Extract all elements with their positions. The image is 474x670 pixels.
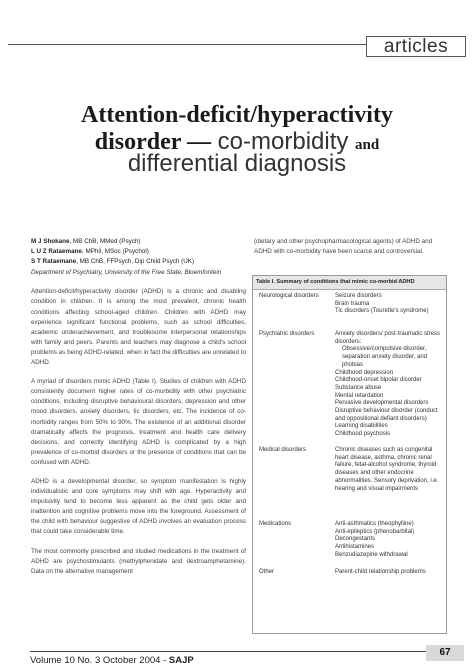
- right-column-intro: (dietary and other psychopharmacological agents) of ADHD and ADHD with co-morbidity have been scarce and controversial.: [254, 238, 433, 256]
- table-category: Medications: [259, 521, 292, 527]
- table-item: Childhood psychosis: [335, 431, 391, 438]
- header-rule: [8, 44, 366, 45]
- paragraph: ADHD is a developmental disorder, so symptom manifestation is highly individualistic and core symptoms may shift with age. Hyperactivity and impulsivity tend to become less apparent as the child gets older and inattention and cognitive problems move into the foreground. Assessment of the child with behaviour suggestive of ADHD involves an evaluation process that could take considerable time.: [31, 477, 246, 536]
- title-and: and: [355, 137, 380, 153]
- title-line-1: Attention-deficit/hyperactivity: [81, 102, 393, 128]
- table-box: [252, 275, 447, 634]
- table-item: Disruptive behaviour disorder (conduct and oppositional defiant disorders): [335, 408, 438, 422]
- table-item: Brain trauma: [335, 300, 370, 307]
- left-column: [31, 237, 246, 577]
- table-items: [335, 447, 443, 493]
- author-credentials: , MB ChB, MMed (Psych): [69, 238, 141, 245]
- author-name: M J Shokane: [31, 238, 70, 245]
- author-line: [31, 237, 246, 247]
- author-line: [31, 247, 246, 257]
- footer-journal: SAJP: [168, 655, 194, 666]
- footer-rule: [30, 651, 426, 652]
- table-item: Obsessive/compulsive disorder, separation anxiety disorder, and phobias: [342, 346, 428, 368]
- author-name: L U Z Rataemane: [31, 248, 82, 256]
- table-item: Mental retardation: [335, 392, 384, 399]
- author-credentials: , MB ChB, FFPsych, Dip Child Psych (UK): [76, 258, 195, 266]
- table-item: Substance abuse: [335, 384, 382, 391]
- department: Department of Psychiatry, University of the Free State, Bloemfontein: [31, 269, 222, 277]
- footer-volume: Volume 10 No. 3 October 2004 -: [30, 655, 169, 666]
- table-category: Neurological disorders: [259, 293, 319, 299]
- author-line: [31, 257, 246, 267]
- paragraph: A myriad of disorders mimic ADHD (Table I). Studies of children with ADHD consistently document higher rates of co-morbidity with other psychiatric conditions, including disruptive behavioural disorders, depression and other mood disorders, anxiety disorders, tic disorders, etc. The incidence of co-morbidity ranges from 50% to 90%. The existence of an additional disorder dramatically affects the prognosis, treatment and health care delivery decisions, and correctly identifying ADHD is complicated by a high prevalence of co-morbid disorders or the presence of conditions that can be confused with ADHD.: [31, 378, 246, 466]
- page-number: 67: [426, 645, 464, 661]
- table-item: Anxiety disorders/ post-traumatic stress disorders:: [335, 331, 441, 345]
- footer-citation: [30, 655, 194, 666]
- table-item: Tic disorders (Tourette's syndrome): [335, 308, 429, 315]
- table-item: Learning disabilities: [335, 423, 388, 430]
- table-item: Pervasive developmental disorders: [335, 400, 429, 407]
- table-item: Benzodiazepine withdrawal: [335, 551, 408, 558]
- author-name: S T Rataemane: [31, 258, 77, 266]
- table-items: [335, 569, 443, 577]
- table-category: Psychiatric disorders: [259, 331, 315, 337]
- title-line-3: differential diagnosis: [127, 150, 347, 177]
- table-item: Anti-epileptics (phenobarbital): [335, 528, 415, 535]
- section-label: articles: [366, 36, 466, 57]
- title-light-part: co-morbidity: [217, 128, 349, 155]
- table-item: Chronic diseases such as congenital heart disease, asthma, chronic renal failure, fetal-alcohol syndrome, thyroid diseases and other endocrine abnormalities. Sensory deprivation, i.e. hearing and visual impairments: [335, 447, 439, 492]
- author-credentials: , MPhil, MSoc (Psychol): [81, 248, 149, 256]
- table-item: Antihistamines: [335, 544, 375, 551]
- paragraph: The most commonly prescribed and studied medications in the treatment of ADHD are psychostimulants (methylphenidate and dextroamphetamine). Data on the alternative management: [31, 547, 246, 575]
- table-items: [335, 331, 443, 439]
- table-category: Medical disorders: [259, 447, 307, 453]
- table-items: [335, 293, 443, 316]
- table-item: Childhood-onset bipolar disorder: [335, 377, 422, 384]
- table-caption: Table I. Summary of conditions that mimic co-morbid ADHD: [253, 276, 446, 290]
- table-item: Anti-asthmatics (theophylline): [335, 521, 414, 527]
- table-item: Decongestants: [335, 536, 376, 543]
- paragraph: Attention-deficit/hyperactivity disorder (ADHD) is a chronic and disabling condition in children. It is among the most prevalent, chronic health conditions affecting school-aged children. Children with ADHD may experience significant functional problems, such as school difficulties, academic underachievement, and troublesome interpersonal relationships with family and peers. Parents and teachers may diagnose a child's school problems as being ADHD-related, when in fact the difficulties are unrelated to ADHD.: [31, 288, 246, 367]
- title-bold-part: disorder —: [94, 129, 211, 155]
- table-items: [335, 521, 443, 560]
- table-item: Parent-child relationship problems: [335, 569, 426, 575]
- table-category: Other: [259, 569, 275, 575]
- table-item: Childhood depression: [335, 369, 394, 376]
- table-item: Seizure disorders: [335, 293, 382, 299]
